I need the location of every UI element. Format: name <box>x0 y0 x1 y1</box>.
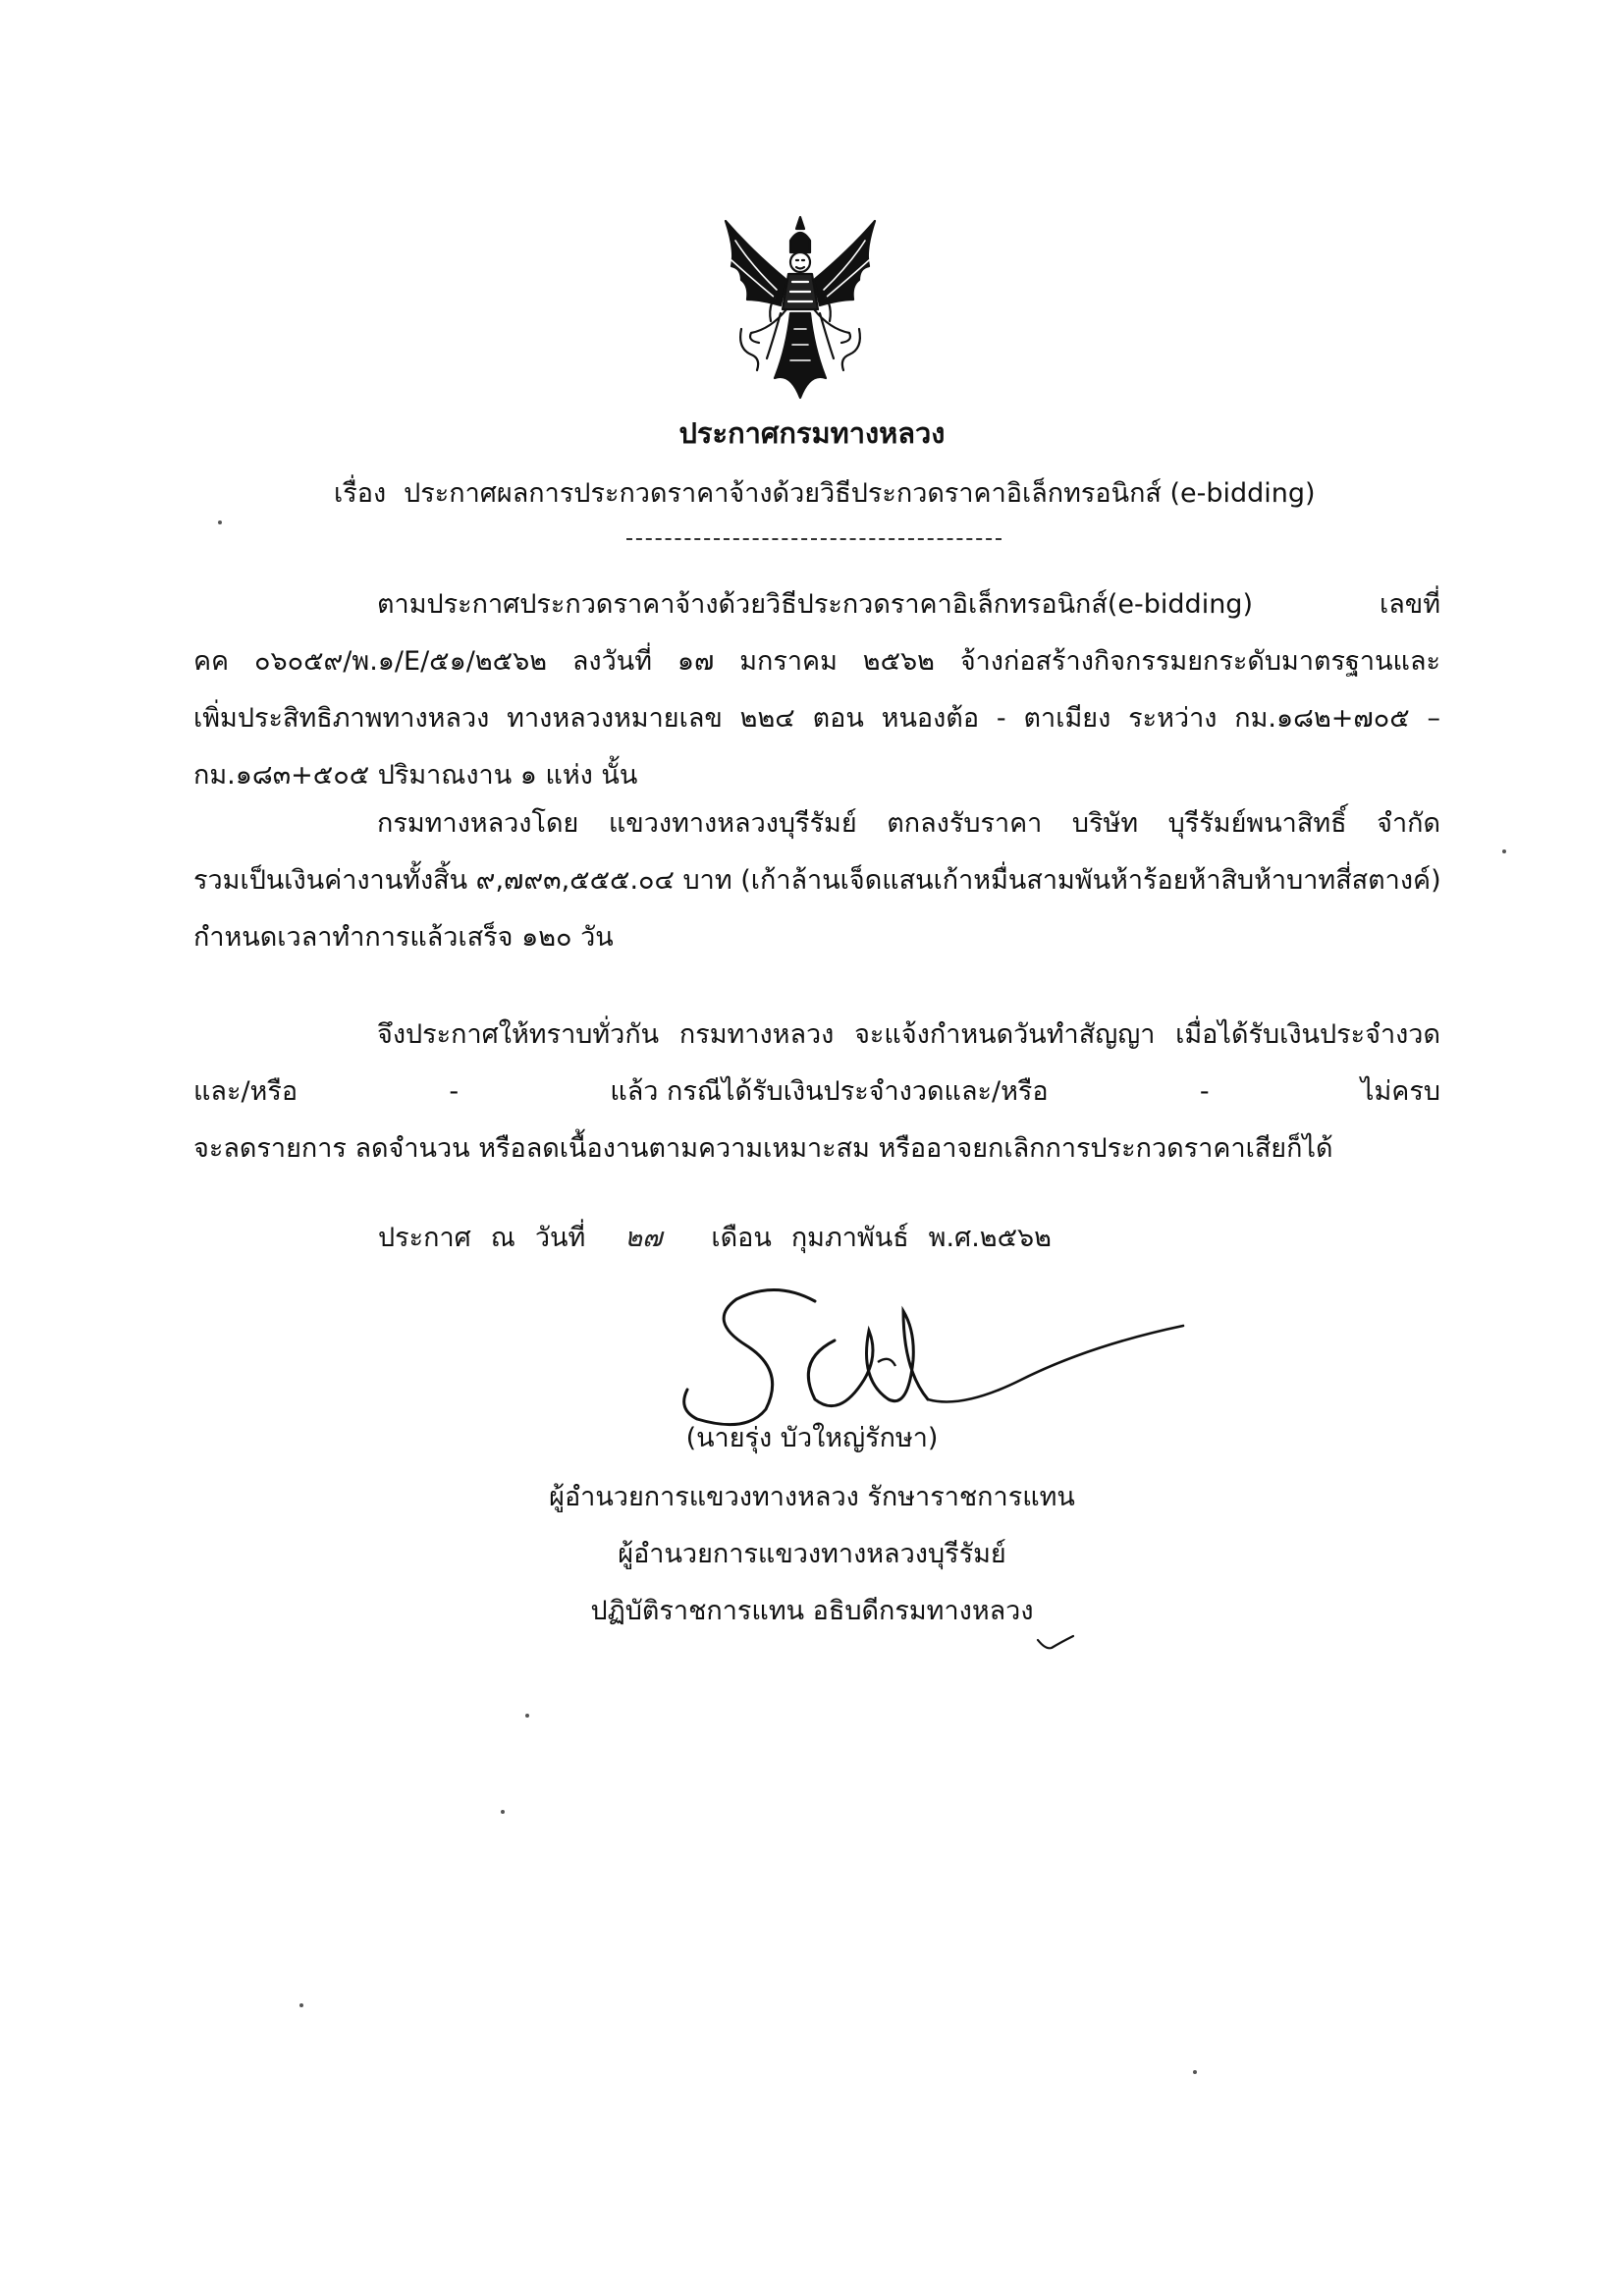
scan-speck <box>525 1714 529 1718</box>
date-year: พ.ศ.๒๕๖๒ <box>928 1223 1052 1253</box>
line-part: และ/หรือ <box>193 1076 298 1107</box>
paragraph-line: เพิ่มประสิทธิภาพทางหลวง ทางหลวงหมายเลข ๒๒๔ ตอน หนองต้อ - ตาเมียง ระหว่าง กม.๑๘๒+๗๐๕ – <box>193 703 1440 734</box>
subject-label: เรื่อง <box>334 478 387 509</box>
paragraph-line-with-blanks <box>193 1064 1440 1121</box>
paragraph-line: กรมทางหลวงโดย แขวงทางหลวงบุรีรัมย์ ตกลงรับราคา บริษัท บุรีรัมย์พนาสิทธิ์ จำกัด <box>377 808 1440 839</box>
date-month-value: กุมภาพันธ์ <box>790 1223 909 1253</box>
date-prefix: ประกาศ <box>378 1223 471 1253</box>
paragraph-line: จึงประกาศให้ทราบทั่วกัน กรมทางหลวง จะแจ้งกำหนดวันทำสัญญา เมื่อได้รับเงินประจำงวด <box>377 1019 1440 1050</box>
signer-position-3: ปฏิบัติราชการแทน อธิบดีกรมทางหลวง <box>590 1596 1034 1626</box>
line-part: แล้ว กรณีได้รับเงินประจำงวดและ/หรือ <box>610 1076 1049 1107</box>
scan-speck <box>1193 2070 1197 2074</box>
scan-speck <box>218 520 222 524</box>
announcement-title: ประกาศกรมทางหลวง <box>678 416 946 450</box>
initials-mark <box>1036 1632 1075 1654</box>
scan-speck <box>299 2003 303 2007</box>
scan-speck <box>501 1810 505 1814</box>
date-day-value: ๒๗ <box>624 1223 663 1253</box>
paragraph-line: ตามประกาศประกวดราคาจ้างด้วยวิธีประกวดราคาอิเล็กทรอนิกส์(e-bidding) เลขที่ <box>377 589 1440 620</box>
blank-dash: - <box>1199 1076 1210 1107</box>
date-day-label: วันที่ <box>534 1223 586 1253</box>
paragraph-line: กม.๑๘๓+๕๐๕ ปริมาณงาน ๑ แห่ง นั้น <box>193 760 638 791</box>
signer-position-2: ผู้อำนวยการแขวงทางหลวงบุรีรัมย์ <box>618 1539 1006 1569</box>
signer-name: (นายรุ่ง บัวใหญ่รักษา) <box>685 1423 939 1453</box>
announcement-date <box>378 1216 1071 1258</box>
subject-text: ประกาศผลการประกวดราคาจ้างด้วยวิธีประกวดราคาอิเล็กทรอนิกส์ (e-bidding) <box>404 478 1316 509</box>
subject-line <box>334 471 1316 514</box>
paragraph-line: จะลดรายการ ลดจำนวน หรือลดเนื้องานตามความเหมาะสม หรืออาจยกเลิกการประกวดราคาเสียก็ได้ <box>193 1133 1333 1164</box>
date-at: ณ <box>490 1223 515 1253</box>
paragraph-notice <box>193 1007 1440 1177</box>
handwritten-signature <box>668 1272 1198 1439</box>
dashed-divider <box>626 538 1001 540</box>
date-month-label: เดือน <box>711 1223 772 1253</box>
signer-position-1: ผู้อำนวยการแขวงทางหลวง รักษาราชการแทน <box>549 1482 1075 1512</box>
paragraph-reference <box>193 576 1440 804</box>
paragraph-line: รวมเป็นเงินค่างานทั้งสิ้น ๙,๗๙๓,๕๕๕.๐๔ บาท (เก้าล้านเจ็ดแสนเก้าหมื่นสามพันห้าร้อยห้าสิบห้าบาทสี่สตางค์) <box>193 865 1441 896</box>
garuda-emblem-icon <box>712 211 889 403</box>
scan-speck <box>1502 849 1506 853</box>
line-part: ไม่ครบ <box>1360 1076 1440 1107</box>
paragraph-line: คค ๐๖๐๕๙/พ.๑/E/๕๑/๒๕๖๒ ลงวันที่ ๑๗ มกราคม ๒๕๖๒ จ้างก่อสร้างกิจกรรมยกระดับมาตรฐานและ <box>193 646 1440 677</box>
paragraph-line: กำหนดเวลาทำการแล้วเสร็จ ๑๒๐ วัน <box>193 922 614 953</box>
paragraph-award <box>193 795 1440 966</box>
blank-dash: - <box>449 1076 460 1107</box>
